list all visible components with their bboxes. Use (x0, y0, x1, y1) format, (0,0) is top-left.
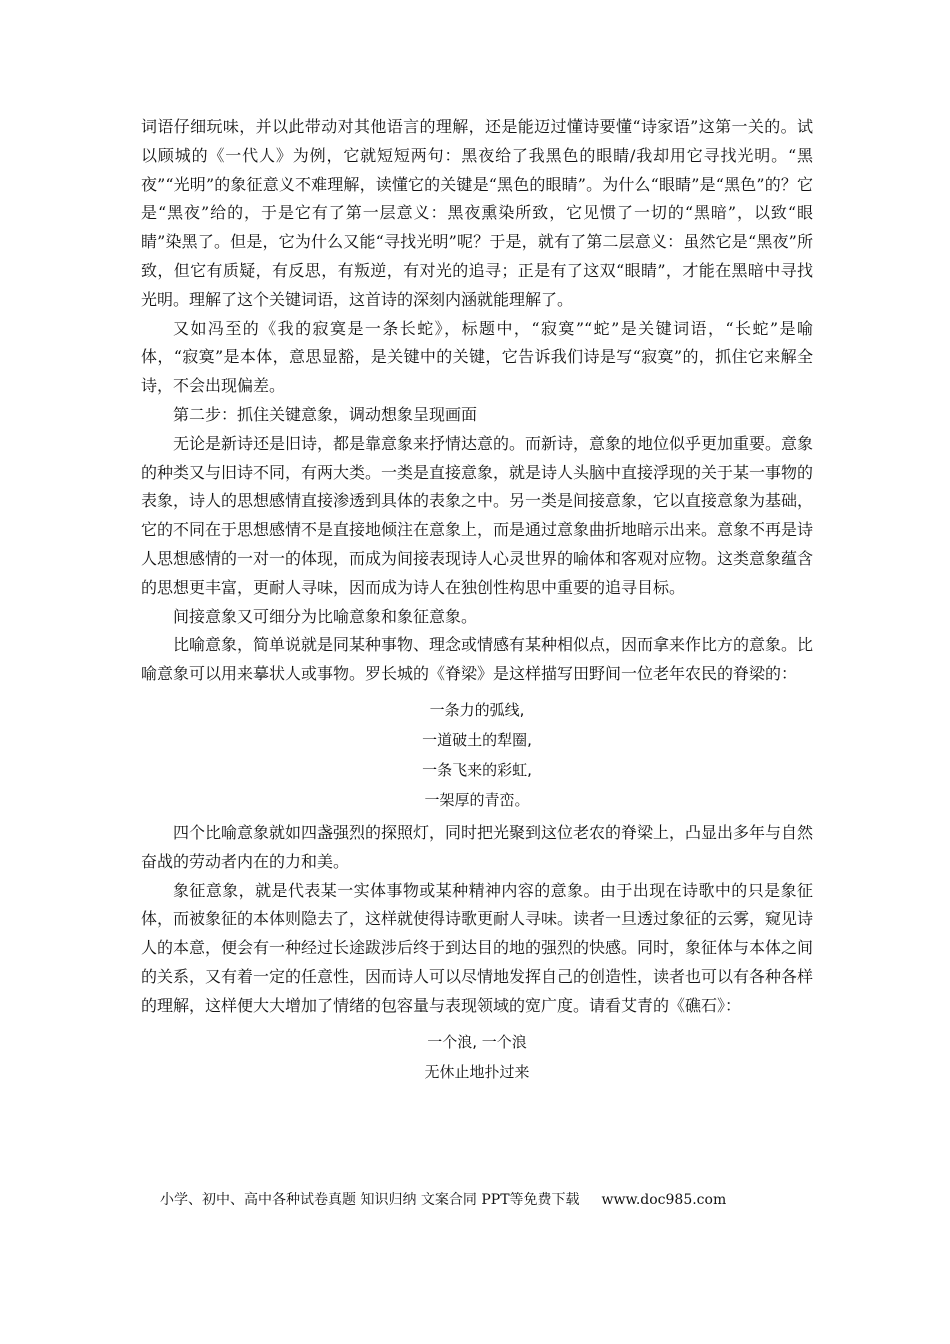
poem-line: 一条飞来的彩虹, (422, 760, 532, 779)
poem-line: 一条力的弧线, (429, 700, 525, 719)
paragraph-guchengs-poem: 词语仔细玩味，并以此带动对其他语言的理解，还是能迈过懂诗要懂“诗家语”这第一关的。试以顾城的《一代人》为例，它就短短两句：黑夜给了我黑色的眼睛/我却用它寻找光明。“黑夜”“光明”的象征意义不难理解，读懂它的关键是“黑色的眼睛”。为什么“眼睛”是“黑色”的？它是“黑夜”给的，于是它有了第一层意义：黑夜熏染所致，它见惯了一切的“黑暗”，以致“眼睛”染黑了。但是，它为什么又能“寻找光明”呢？于是，就有了第二层意义：虽然它是“黑夜”所致，但它有质疑，有反思，有叛逆，有对光的追寻；正是有了这双“眼睛”，才能在黑暗中寻找光明。理解了这个关键词语，这首诗的深刻内涵就能理解了。 (141, 117, 813, 309)
document-body (141, 113, 813, 1091)
page-footer (160, 1190, 800, 1210)
footer-url: www.doc985.com (601, 1192, 727, 1208)
poem-reef (141, 1027, 813, 1087)
poem-line: 一道破土的犁圈, (422, 730, 532, 749)
paragraph-indirect-imagery: 间接意象又可细分为比喻意象和象征意象。 (173, 606, 478, 626)
paragraph-fengzhi-poem: 又如冯至的《我的寂寞是一条长蛇》，标题中，“寂寞”“蛇”是关键词语，“长蛇”是喻体，“寂寞”是本体，意思显豁，是关键中的关键，它告诉我们诗是写“寂寞”的，抓住它来解全诗，不会出现偏差。 (141, 318, 813, 396)
poem-backbone (141, 695, 813, 815)
footer-text: 小学、初中、高中各种试卷真题 知识归纳 文案合同 PPT等免费下载 (160, 1192, 580, 1208)
section-heading-step-two: 第二步：抓住关键意象，调动想象呈现画面 (173, 404, 478, 424)
paragraph-symbolic-imagery: 象征意象，就是代表某一实体事物或某种精神内容的意象。由于出现在诗歌中的只是象征体，而被象征的本体则隐去了，这样就使得诗歌更耐人寻味。读者一旦透过象征的云雾，窥见诗人的本意，便会有一种经过长途跋涉后终于到达目的地的强烈的快感。同时，象征体与本体之间的关系，又有着一定的任意性，因而诗人可以尽情地发挥自己的创造性，读者也可以有各种各样的理解，这样便大大增加了情绪的包容量与表现领域的宽广度。请看艾青的《礁石》： (141, 880, 814, 1015)
paragraph-metaphor-imagery: 比喻意象，简单说就是同某种事物、理念或情感有某种相似点，因而拿来作比方的意象。比喻意象可以用来摹状人或事物。罗长城的《脊梁》是这样描写田野间一位老年农民的脊梁的： (141, 635, 814, 684)
poem-line: 一个浪, 一个浪 (427, 1032, 527, 1051)
poem-line: 一架厚的青峦。 (424, 790, 530, 809)
paragraph-imagery-types: 无论是新诗还是旧诗，都是靠意象来抒情达意的。而新诗，意象的地位似乎更加重要。意象的种类又与旧诗不同，有两大类。一类是直接意象，就是诗人头脑中直接浮现的关于某一事物的表象，诗人的思想感情直接渗透到具体的表象之中。另一类是间接意象，它以直接意象为基础，它的不同在于思想感情不是直接地倾注在意象上，而是通过意象曲折地暗示出来。意象不再是诗人思想感情的一对一的体现，而成为间接表现诗人心灵世界的喻体和客观对应物。这类意象蕴含的思想更丰富，更耐人寻味，因而成为诗人在独创性构思中重要的追寻目标。 (141, 433, 814, 597)
poem-line: 无休止地扑过来 (424, 1062, 530, 1081)
paragraph-four-metaphors: 四个比喻意象就如四盏强烈的探照灯，同时把光聚到这位老农的脊梁上，凸显出多年与自然奋战的劳动者内在的力和美。 (141, 822, 814, 871)
